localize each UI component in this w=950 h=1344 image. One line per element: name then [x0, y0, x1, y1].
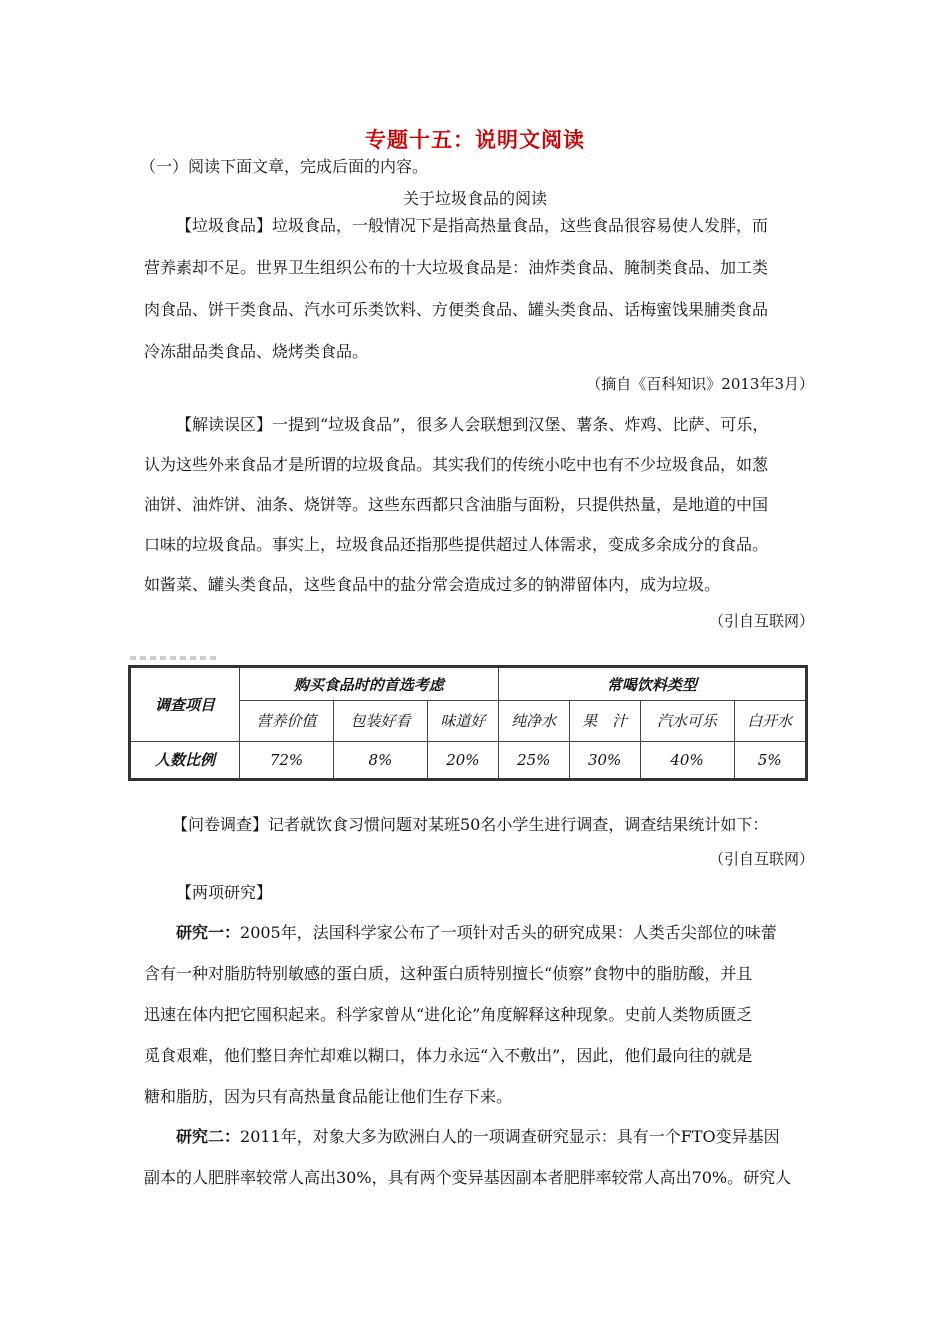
study1-line: 迅速在体内把它囤积起来。科学家曾从“进化论”角度解释这种现象。史前人类物质匮乏 [144, 1005, 753, 1024]
study2-line: 副本的人肥胖率较常人高出30%，具有两个变异基因副本者肥胖率较常人高出70%。研究人 [144, 1168, 792, 1187]
group-header-drink: 常喝饮料类型 [498, 667, 806, 701]
intro-text: （一）阅读下面文章，完成后面的内容。 [140, 157, 429, 176]
column-header: 包装好看 [333, 701, 427, 741]
section3-text: 【问卷调查】记者就饮食习惯问题对某班50名小学生进行调查，调查结果统计如下： [172, 815, 769, 834]
value-cell: 30% [569, 741, 640, 779]
study1-line: 2005年，法国科学家公布了一项针对舌头的研究成果：人类舌尖部位的味蕾 [240, 923, 777, 942]
column-header: 果 汁 [569, 701, 640, 741]
section1-line: 【垃圾食品】垃圾食品，一般情况下是指高热量食品，这些食品很容易使人发胖，而 [176, 216, 769, 235]
page-title: 专题十五：说明文阅读 [365, 128, 585, 152]
section2-line: 认为这些外来食品才是所谓的垃圾食品。其实我们的传统小吃中也有不少垃圾食品，如葱 [144, 455, 769, 474]
table-scan-mark [130, 656, 220, 660]
row-header-cell: 调查项目 [130, 667, 240, 742]
column-header: 汽水可乐 [640, 701, 734, 741]
section2-source: （引自互联网） [708, 612, 814, 630]
study1-line: 觅食艰难，他们整日奔忙却难以糊口，体力永远“入不敷出”，因此，他们最向往的就是 [144, 1046, 753, 1065]
section3-source: （引自互联网） [708, 850, 814, 868]
value-cell: 20% [427, 741, 498, 779]
study1-line: 含有一种对脂肪特别敏感的蛋白质，这种蛋白质特别擅长“侦察”食物中的脂肪酸，并且 [144, 964, 753, 983]
section4-heading: 【两项研究】 [176, 883, 273, 902]
study2-label: 研究二： [176, 1127, 241, 1146]
value-cell: 25% [498, 741, 569, 779]
value-cell: 72% [240, 741, 334, 779]
study2-line: 2011年，对象大多为欧洲白人的一项调查研究显示：具有一个FTO变异基因 [240, 1127, 780, 1146]
section1-line: 营养素却不足。世界卫生组织公布的十大垃圾食品是：油炸类食品、腌制类食品、加工类 [144, 258, 769, 277]
group-header-food: 购买食品时的首选考虑 [240, 667, 499, 701]
article-title: 关于垃圾食品的阅读 [402, 189, 547, 208]
value-cell: 40% [640, 741, 734, 779]
section2-line: 【解读误区】一提到“垃圾食品”，很多人会联想到汉堡、薯条、炸鸡、比萨、可乐， [176, 415, 769, 434]
column-header: 白开水 [734, 701, 806, 741]
value-cell: 8% [333, 741, 427, 779]
section1-line: 冷冻甜品类食品、烧烤类食品。 [144, 342, 369, 361]
row-label-cell: 人数比例 [130, 741, 240, 779]
column-header: 纯净水 [498, 701, 569, 741]
study1-line: 糖和脂肪，因为只有高热量食品能让他们生存下来。 [144, 1087, 513, 1106]
section1-line: 肉食品、饼干类食品、汽水可乐类饮料、方便类食品、罐头类食品、话梅蜜饯果脯类食品 [144, 300, 769, 319]
study1-first-line [176, 920, 777, 943]
value-cell: 5% [734, 741, 806, 779]
section2-line: 口味的垃圾食品。事实上，垃圾食品还指那些提供超过人体需求，变成多余成分的食品。 [144, 535, 769, 554]
study2-first-line [176, 1124, 780, 1147]
section1-source: （摘自《百科知识》2013年3月） [586, 375, 814, 393]
survey-table [128, 665, 808, 781]
column-header: 味道好 [427, 701, 498, 741]
section2-line: 油饼、油炸饼、油条、烧饼等。这些东西都只含油脂与面粉，只提供热量，是地道的中国 [144, 495, 769, 514]
section2-line: 如酱菜、罐头类食品，这些食品中的盐分常会造成过多的钠滞留体内，成为垃圾。 [144, 575, 721, 594]
study1-label: 研究一： [176, 923, 241, 942]
column-header: 营养价值 [240, 701, 334, 741]
